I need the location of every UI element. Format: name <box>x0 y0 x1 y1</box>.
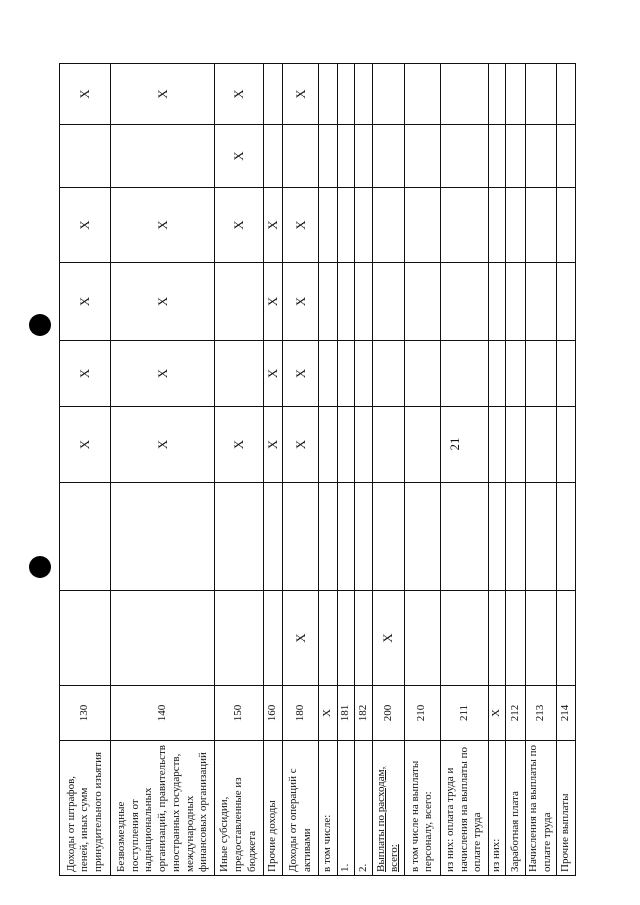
empty-cell <box>355 483 372 591</box>
row-code: 182 <box>355 686 372 741</box>
financial-plan-table <box>59 63 576 876</box>
empty-cell <box>440 188 488 263</box>
empty-cell <box>440 263 488 341</box>
row-code: 140 <box>111 686 215 741</box>
row-label: Иные субсидии, предоставленные из бюджета <box>215 741 263 876</box>
empty-cell <box>525 407 556 483</box>
table-body <box>60 64 576 876</box>
empty-cell <box>355 407 372 483</box>
empty-cell <box>557 64 576 125</box>
not-applicable-cross: X <box>215 64 263 125</box>
empty-cell <box>404 125 440 188</box>
empty-cell <box>404 64 440 125</box>
empty-cell <box>355 188 372 263</box>
row-label: Прочие выплаты <box>557 741 576 876</box>
not-applicable-cross: X <box>60 341 111 407</box>
empty-cell <box>440 407 488 483</box>
not-applicable-cross: X <box>263 188 283 263</box>
empty-cell <box>525 188 556 263</box>
empty-cell <box>319 188 338 263</box>
not-applicable-cross: X <box>111 407 215 483</box>
empty-cell <box>404 341 440 407</box>
empty-cell <box>283 125 319 188</box>
table-row <box>440 64 488 876</box>
empty-cell <box>319 125 338 188</box>
table-row <box>283 64 319 876</box>
row-code: 181 <box>338 686 355 741</box>
empty-cell <box>557 341 576 407</box>
empty-cell <box>525 263 556 341</box>
not-applicable-cross: X <box>60 263 111 341</box>
empty-cell <box>215 341 263 407</box>
row-code: 212 <box>506 686 526 741</box>
financial-plan-table-rotated <box>59 64 576 876</box>
not-applicable-cross: X <box>263 341 283 407</box>
empty-cell <box>319 483 338 591</box>
not-applicable-cross: X <box>215 125 263 188</box>
empty-cell <box>355 341 372 407</box>
empty-cell <box>525 591 556 686</box>
empty-cell <box>338 407 355 483</box>
table-row <box>60 64 111 876</box>
empty-cell <box>338 188 355 263</box>
table-row <box>525 64 556 876</box>
empty-cell <box>525 64 556 125</box>
row-label: в том числе: <box>319 741 338 876</box>
empty-cell <box>557 125 576 188</box>
empty-cell <box>440 64 488 125</box>
empty-cell <box>506 188 526 263</box>
empty-cell <box>489 64 506 125</box>
row-label: Заработная плата <box>506 741 526 876</box>
empty-cell <box>338 125 355 188</box>
empty-cell <box>355 64 372 125</box>
row-code: X <box>489 686 506 741</box>
punch-hole <box>29 556 51 578</box>
page-number: 21 <box>447 437 462 451</box>
table-row <box>404 64 440 876</box>
empty-cell <box>338 591 355 686</box>
empty-cell <box>557 263 576 341</box>
empty-cell <box>111 483 215 591</box>
not-applicable-cross: X <box>111 188 215 263</box>
empty-cell <box>440 341 488 407</box>
not-applicable-cross: X <box>283 591 319 686</box>
empty-cell <box>525 341 556 407</box>
row-code: 210 <box>404 686 440 741</box>
not-applicable-cross: X <box>263 407 283 483</box>
empty-cell <box>319 263 338 341</box>
empty-cell <box>489 591 506 686</box>
table-row <box>338 64 355 876</box>
empty-cell <box>263 591 283 686</box>
empty-cell <box>506 341 526 407</box>
row-label: Доходы от штрафов, пеней, иных сумм принудительного изъятия <box>60 741 111 876</box>
not-applicable-cross: X <box>111 263 215 341</box>
empty-cell <box>338 341 355 407</box>
empty-cell <box>338 483 355 591</box>
row-label: 1. <box>338 741 355 876</box>
not-applicable-cross: X <box>111 341 215 407</box>
empty-cell <box>355 125 372 188</box>
empty-cell <box>111 125 215 188</box>
punch-hole <box>29 314 51 336</box>
row-code: 211 <box>440 686 488 741</box>
empty-cell <box>60 591 111 686</box>
empty-cell <box>489 263 506 341</box>
row-code: 160 <box>263 686 283 741</box>
empty-cell <box>372 64 404 125</box>
empty-cell <box>372 125 404 188</box>
not-applicable-cross: X <box>372 591 404 686</box>
table-row <box>489 64 506 876</box>
empty-cell <box>489 125 506 188</box>
empty-cell <box>557 188 576 263</box>
row-code: 200 <box>372 686 404 741</box>
not-applicable-cross: X <box>263 263 283 341</box>
table-row <box>557 64 576 876</box>
empty-cell <box>440 483 488 591</box>
row-code: 150 <box>215 686 263 741</box>
empty-cell <box>372 341 404 407</box>
not-applicable-cross: X <box>111 64 215 125</box>
table-row <box>355 64 372 876</box>
row-label: из них: оплата труда и начисления на выплаты по оплате труда <box>440 741 488 876</box>
empty-cell <box>489 341 506 407</box>
empty-cell <box>372 188 404 263</box>
empty-cell <box>404 483 440 591</box>
table-row <box>506 64 526 876</box>
empty-cell <box>440 591 488 686</box>
empty-cell <box>489 483 506 591</box>
row-code: 214 <box>557 686 576 741</box>
empty-cell <box>404 407 440 483</box>
empty-cell <box>338 64 355 125</box>
row-label: Выплаты по расходам, всего: <box>372 741 404 876</box>
empty-cell <box>215 591 263 686</box>
empty-cell <box>263 125 283 188</box>
empty-cell <box>557 591 576 686</box>
empty-cell <box>557 483 576 591</box>
empty-cell <box>489 407 506 483</box>
row-label: Прочие доходы <box>263 741 283 876</box>
not-applicable-cross: X <box>60 64 111 125</box>
empty-cell <box>215 263 263 341</box>
empty-cell <box>440 125 488 188</box>
empty-cell <box>355 591 372 686</box>
empty-cell <box>355 263 372 341</box>
table-row <box>263 64 283 876</box>
not-applicable-cross: X <box>283 263 319 341</box>
row-label: в том числе на выплаты персоналу, всего: <box>404 741 440 876</box>
empty-cell <box>404 591 440 686</box>
empty-cell <box>506 591 526 686</box>
empty-cell <box>506 483 526 591</box>
row-code: 180 <box>283 686 319 741</box>
row-code: 130 <box>60 686 111 741</box>
empty-cell <box>489 188 506 263</box>
empty-cell <box>506 64 526 125</box>
row-label: Доходы от операций с активами <box>283 741 319 876</box>
empty-cell <box>372 263 404 341</box>
row-label: Начисления на выплаты по оплате труда <box>525 741 556 876</box>
empty-cell <box>319 341 338 407</box>
empty-cell <box>372 407 404 483</box>
empty-cell <box>404 188 440 263</box>
not-applicable-cross: X <box>215 188 263 263</box>
row-label: из них: <box>489 741 506 876</box>
empty-cell <box>319 64 338 125</box>
table-row <box>215 64 263 876</box>
empty-cell <box>404 263 440 341</box>
empty-cell <box>557 407 576 483</box>
not-applicable-cross: X <box>283 64 319 125</box>
empty-cell <box>283 483 319 591</box>
empty-cell <box>60 125 111 188</box>
row-label: Безвозмездные поступления от наднациональных организаций, правительств иностранных государств, международных финансовых организаций <box>111 741 215 876</box>
empty-cell <box>263 64 283 125</box>
empty-cell <box>506 407 526 483</box>
empty-cell <box>506 263 526 341</box>
table-row <box>372 64 404 876</box>
empty-cell <box>525 483 556 591</box>
not-applicable-cross: X <box>283 188 319 263</box>
not-applicable-cross: X <box>283 407 319 483</box>
empty-cell <box>215 483 263 591</box>
empty-cell <box>372 483 404 591</box>
row-code: X <box>319 686 338 741</box>
not-applicable-cross: X <box>60 407 111 483</box>
row-code: 213 <box>525 686 556 741</box>
row-label: 2. <box>355 741 372 876</box>
empty-cell <box>506 125 526 188</box>
table-row <box>111 64 215 876</box>
not-applicable-cross: X <box>60 188 111 263</box>
empty-cell <box>338 263 355 341</box>
empty-cell <box>319 591 338 686</box>
empty-cell <box>263 483 283 591</box>
not-applicable-cross: X <box>283 341 319 407</box>
empty-cell <box>60 483 111 591</box>
not-applicable-cross: X <box>215 407 263 483</box>
empty-cell <box>319 407 338 483</box>
empty-cell <box>525 125 556 188</box>
table-row <box>319 64 338 876</box>
empty-cell <box>111 591 215 686</box>
